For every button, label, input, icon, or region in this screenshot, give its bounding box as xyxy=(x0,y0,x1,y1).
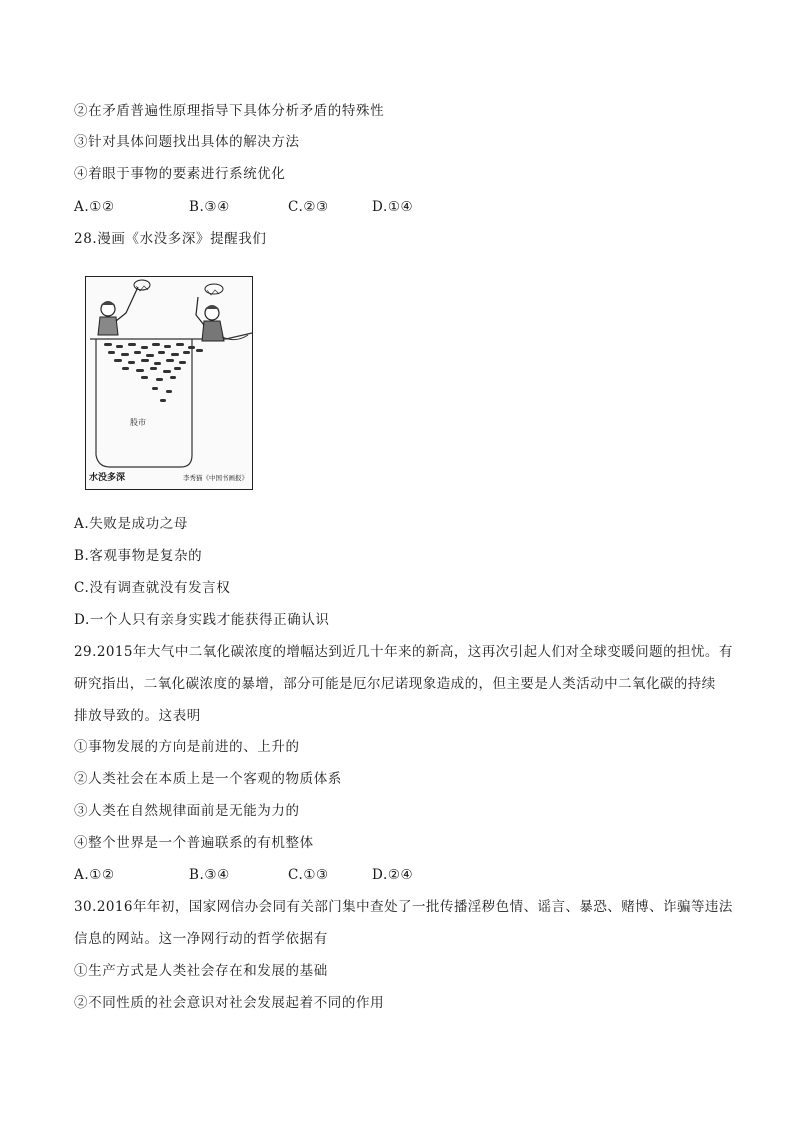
q30-item-2: ②不同性质的社会意识对社会发展起着不同的作用 xyxy=(74,995,385,1011)
q27-item-3: ③针对具体问题找出具体的解决方法 xyxy=(74,134,300,150)
q27-option-c: C.②③ xyxy=(288,199,329,215)
q29-item-2: ②人类社会在本质上是一个客观的物质体系 xyxy=(74,771,342,787)
q29-stem-line-1: 29.2015年大气中二氧化碳浓度的增幅达到近几十年来的新高，这再次引起人们对全球变暖问题的担忧。有 xyxy=(74,644,733,660)
comic-drawing xyxy=(86,277,254,491)
q29-item-4: ④整个世界是一个普遍联系的有机整体 xyxy=(74,835,314,851)
q30-stem-line-2: 信息的网站。这一净网行动的哲学依据有 xyxy=(74,931,328,947)
q29-stem-line-3: 排放导致的。这表明 xyxy=(74,708,201,724)
q28-option-c: C.没有调查就没有发言权 xyxy=(74,580,231,596)
q30-item-1: ①生产方式是人类社会存在和发展的基础 xyxy=(74,963,328,979)
q29-stem-line-2: 研究指出，二氧化碳浓度的暴增，部分可能是厄尔尼诺现象造成的，但主要是人类活动中二氧化碳的持续 xyxy=(74,676,716,692)
q29-item-1: ①事物发展的方向是前进的、上升的 xyxy=(74,739,300,755)
q27-item-4: ④着眼于事物的要素进行系统优化 xyxy=(74,166,286,182)
q29-option-c: C.①③ xyxy=(288,867,329,883)
q27-item-2: ②在矛盾普遍性原理指导下具体分析矛盾的特殊性 xyxy=(74,103,385,119)
q30-stem-line-1: 30.2016年年初，国家网信办会同有关部门集中查处了一批传播淫秽色情、谣言、暴恐、赌博、诈骗等违法 xyxy=(74,899,733,915)
q29-option-d: D.②④ xyxy=(372,867,414,883)
q29-option-b: B.③④ xyxy=(189,867,230,883)
q29-options xyxy=(74,865,413,885)
q27-options xyxy=(74,197,413,217)
comic-image xyxy=(85,276,253,490)
q28-stem: 28.漫画《水没多深》提醒我们 xyxy=(74,231,267,247)
comic-credit: 李秀猫《中国书画报》 xyxy=(183,474,248,482)
q27-option-a: A.①② xyxy=(74,199,115,215)
q29-item-3: ③人类在自然规律面前是无能为力的 xyxy=(74,803,300,819)
q29-option-a: A.①② xyxy=(74,867,115,883)
q28-option-d: D.一个人只有亲身实践才能获得正确认识 xyxy=(74,612,330,628)
comic-pool-label: 股市 xyxy=(130,418,146,427)
q27-option-b: B.③④ xyxy=(189,199,230,215)
q28-option-a: A.失败是成功之母 xyxy=(74,516,188,532)
comic-caption: 水没多深 xyxy=(89,473,126,483)
q28-option-b: B.客观事物是复杂的 xyxy=(74,548,203,564)
q27-option-d: D.①④ xyxy=(372,199,414,215)
